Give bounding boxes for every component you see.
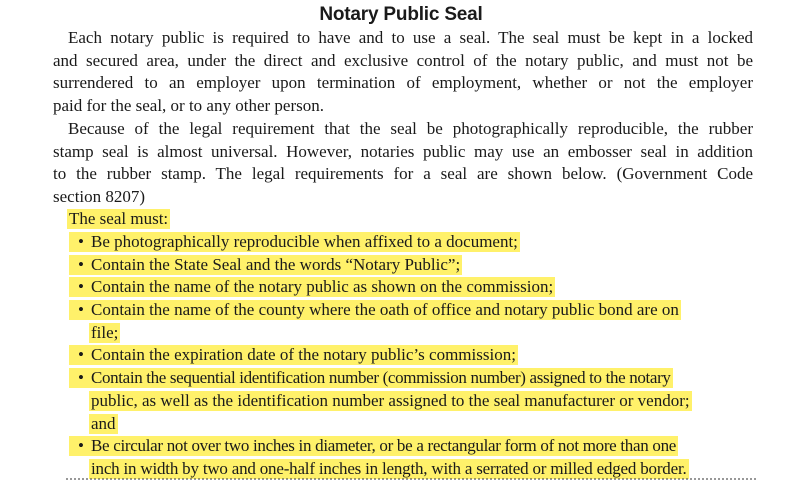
list-item-text: Contain the expiration date of the notary public’s commission; bbox=[91, 345, 516, 365]
bullet-icon: • bbox=[78, 254, 84, 274]
bullet-icon: • bbox=[78, 368, 84, 388]
list-item-text: Be photographically reproducible when affixed to a document; bbox=[91, 232, 518, 251]
list-item-continuation bbox=[69, 413, 759, 436]
list-item bbox=[69, 299, 759, 322]
list-item-text: public, as well as the identification number assigned to the seal manufacturer or vendor; bbox=[91, 390, 690, 410]
list-item-text: Be circular not over two inches in diameter, or be a rectangular form of not more than one bbox=[91, 436, 677, 456]
list-item-text: inch in width by two and one-half inches in length, with a serrated or milled edged border. bbox=[91, 458, 687, 478]
list-item-continuation bbox=[69, 322, 759, 345]
paragraph-seal-custody bbox=[53, 27, 753, 118]
bullet-icon: • bbox=[78, 300, 84, 320]
list-item-text: file; bbox=[91, 322, 119, 342]
highlighted-text: The seal must: bbox=[69, 209, 169, 228]
text-line: stamp seal is almost universal. However, notaries public may use an embosser seal in addition bbox=[53, 141, 753, 161]
bullet-icon: • bbox=[78, 232, 84, 251]
list-item-text: Contain the name of the notary public as shown on the commission; bbox=[91, 277, 554, 297]
list-item bbox=[69, 254, 759, 277]
cut-off-text-line bbox=[66, 478, 756, 482]
text-line: paid for the seal, or to any other person. bbox=[53, 96, 324, 116]
list-item-continuation bbox=[69, 390, 759, 413]
text-line: Each notary public is required to have and to use a seal. The seal must be kept in a locked bbox=[68, 28, 753, 47]
list-item-text: Contain the State Seal and the words “Notary Public”; bbox=[91, 254, 461, 274]
list-item bbox=[69, 435, 759, 458]
list-item-text: and bbox=[91, 413, 116, 433]
bullet-icon: • bbox=[78, 436, 84, 456]
text-line: surrendered to an employer upon termination of employment, whether or not the employer bbox=[53, 73, 753, 93]
list-item bbox=[69, 367, 759, 390]
bullet-icon: • bbox=[78, 345, 84, 365]
list-item bbox=[69, 276, 759, 299]
list-item bbox=[69, 231, 759, 254]
page-title: Notary Public Seal bbox=[319, 4, 483, 25]
text-line: and secured area, under the direct and exclusive control of the notary public, and must not be bbox=[53, 50, 753, 70]
paragraph-legal-requirement bbox=[53, 118, 753, 209]
list-item bbox=[69, 344, 759, 367]
seal-requirements-list bbox=[69, 231, 759, 481]
list-item-text: Contain the name of the county where the oath of office and notary public bond are on bbox=[91, 300, 679, 320]
bullet-icon: • bbox=[78, 277, 84, 297]
text-line: Because of the legal requirement that the seal be photographically reproducible, the rubber bbox=[68, 119, 753, 138]
text-line: section 8207) bbox=[53, 187, 146, 207]
list-item-text: Contain the sequential identification number (commission number) assigned to the notary bbox=[91, 368, 671, 388]
list-intro bbox=[67, 208, 767, 231]
text-line: to the rubber stamp. The legal requirements for a seal are shown below. (Government Code bbox=[53, 164, 753, 184]
